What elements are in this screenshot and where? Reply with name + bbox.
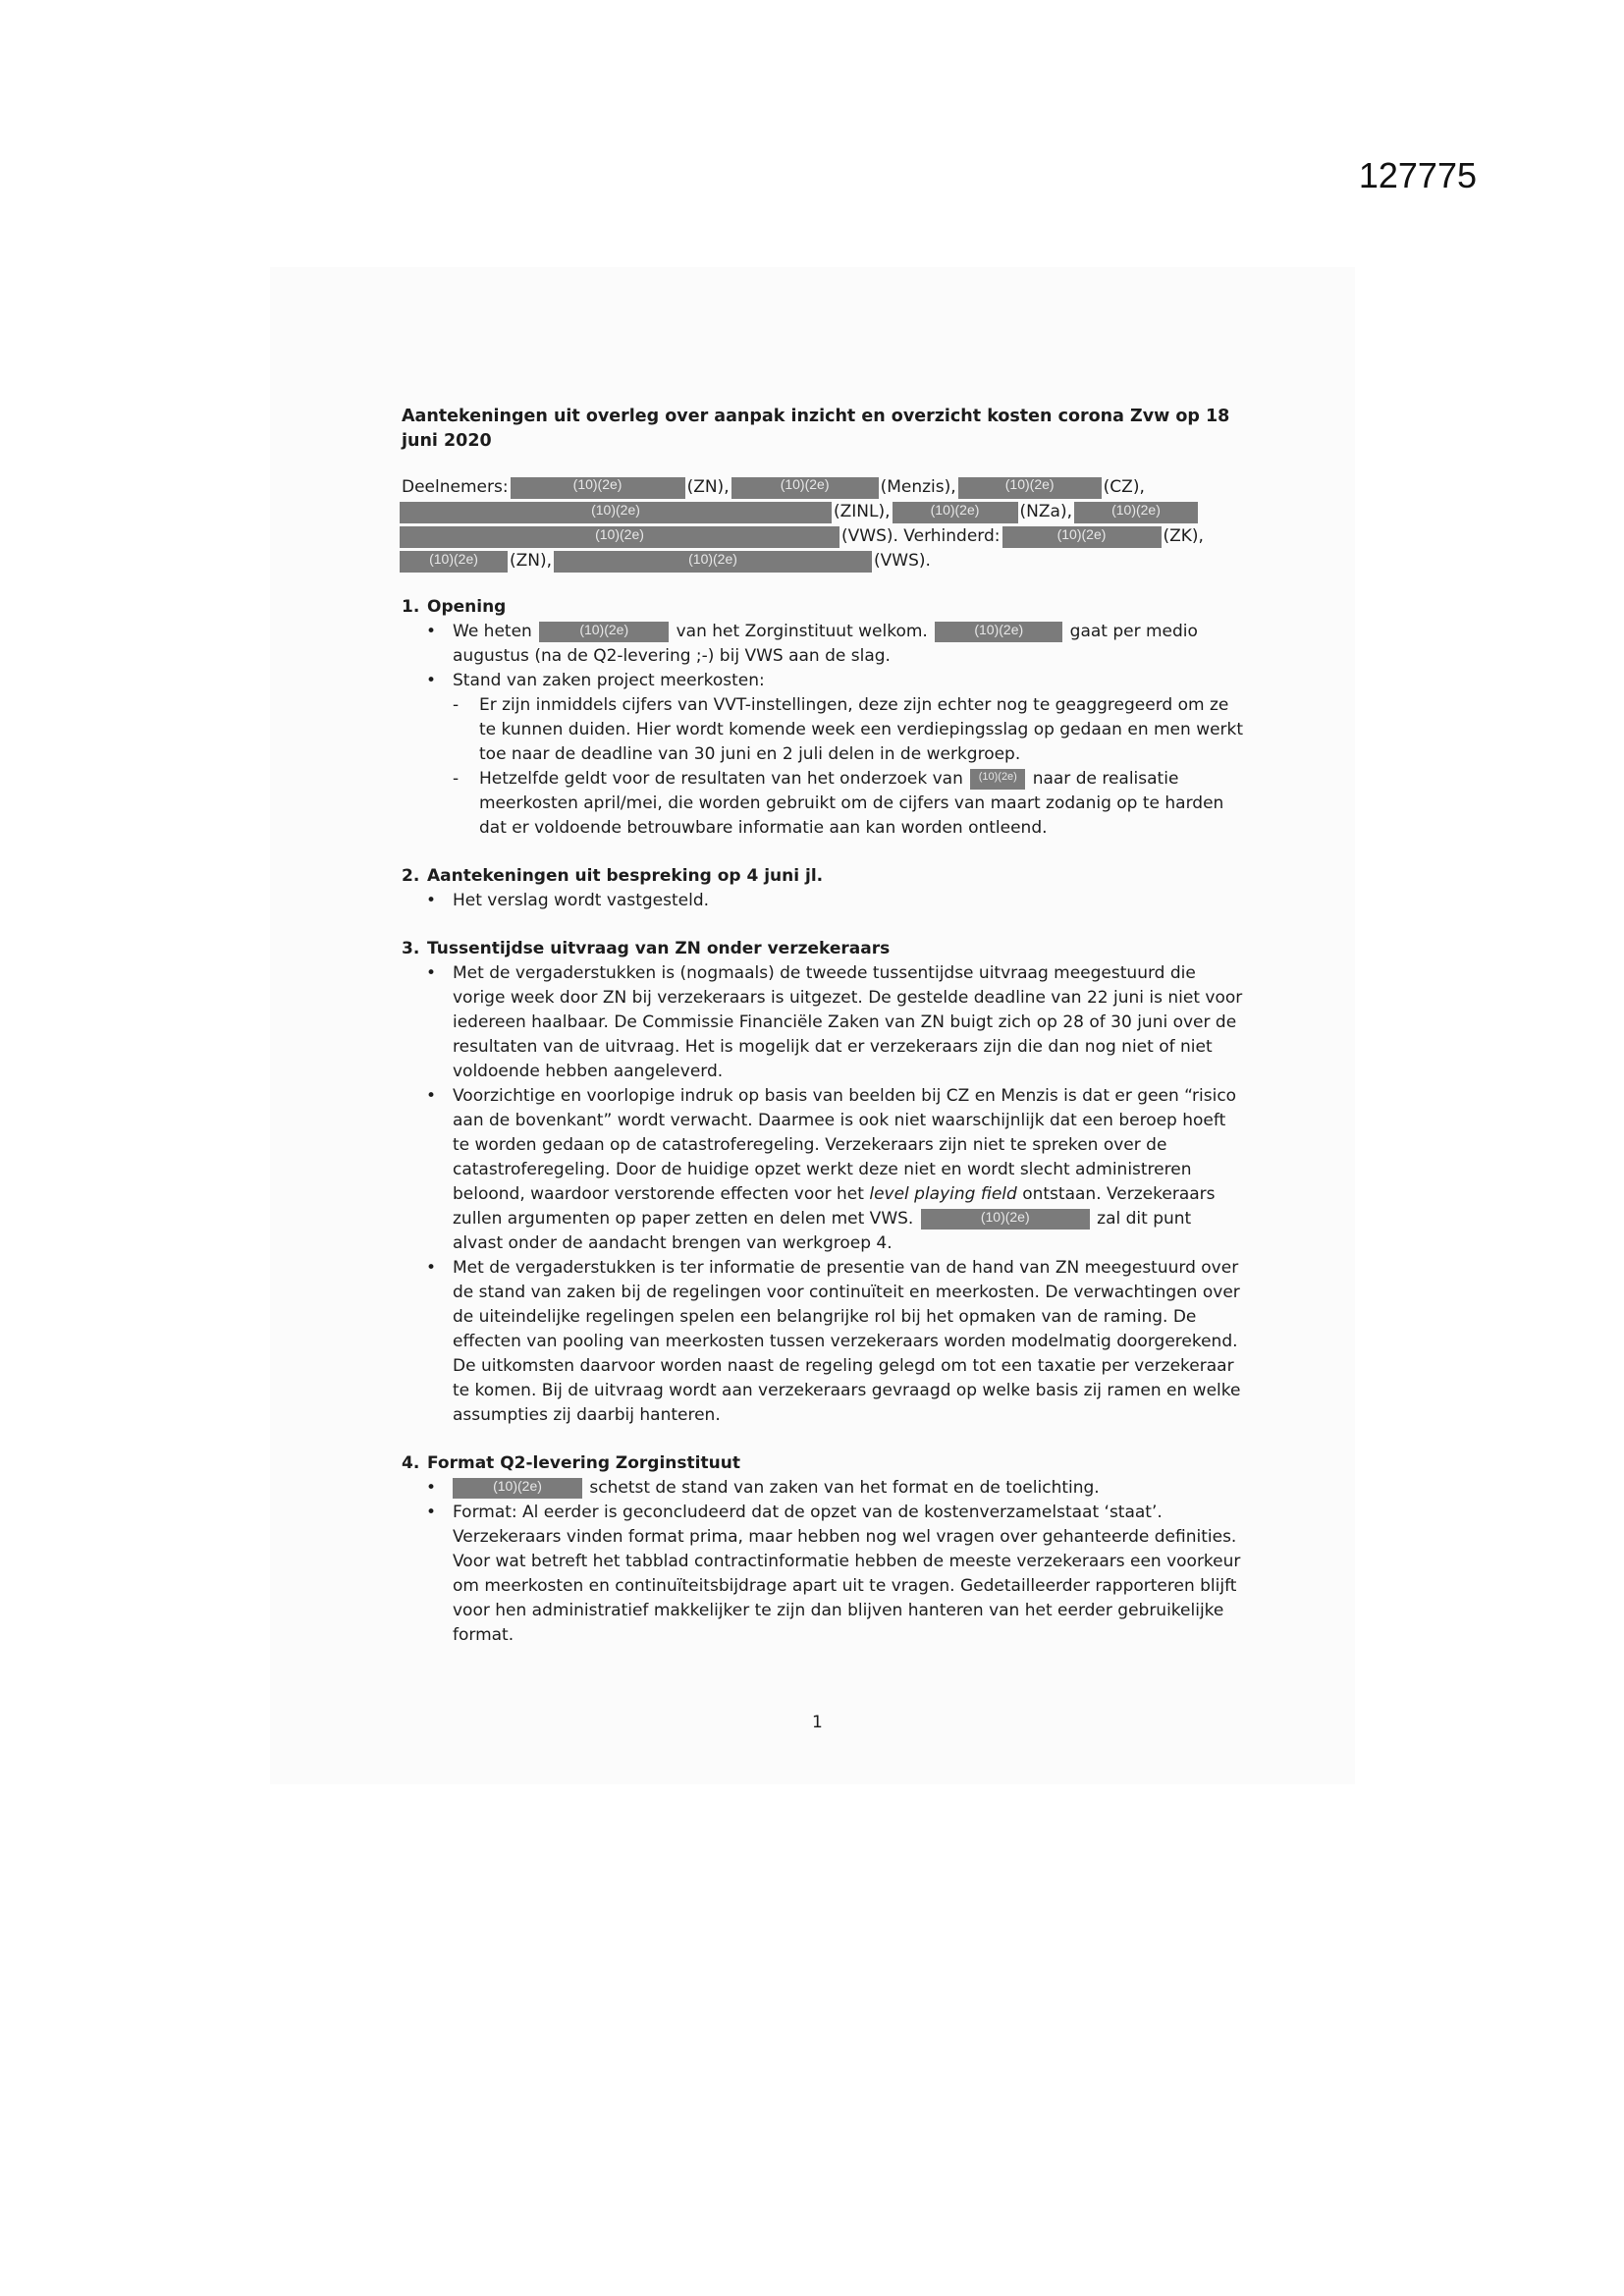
redaction: (10)(2e) <box>958 477 1102 499</box>
redaction: (10)(2e) <box>731 477 879 499</box>
bullet-icon: • <box>426 622 437 641</box>
section-aantekeningen <box>402 864 1246 913</box>
text: We heten <box>453 622 532 641</box>
text: Stand van zaken project meerkosten: <box>453 671 765 690</box>
redaction: (10)(2e) <box>400 502 832 523</box>
org-zk: (ZK), <box>1163 526 1204 546</box>
section-title: Format Q2-levering Zorginstituut <box>427 1453 740 1473</box>
participants-line-2 <box>400 500 1246 524</box>
bullet-icon: • <box>426 1258 437 1278</box>
redaction: (10)(2e) <box>400 526 839 548</box>
text: Format: Al eerder is geconcludeerd dat de opzet van de kostenverzamelstaat ‘staat’. Verzekeraars vinden format prima, maar hebben nog wel vragen over gehanteerde definities. Voor wat betreft het tabblad contractinformatie hebben de meeste verzekeraars een voorkeur om meerkosten en continuïteitsbijdrage apart uit te vragen. Gedetailleerder rapporteren blijft voor hen administratief makkelijker te zijn dan blijven hanteren van het eerder gebruikelijke format. <box>453 1503 1241 1645</box>
org-nza: (NZa), <box>1019 502 1072 521</box>
redaction: (10)(2e) <box>1074 502 1198 523</box>
section-heading <box>402 937 1246 961</box>
bullet-item <box>426 669 1246 841</box>
org-cz: (CZ), <box>1103 477 1145 497</box>
redaction: (10)(2e) <box>539 622 669 642</box>
section-title: Aantekeningen uit bespreking op 4 juni jl. <box>427 866 824 886</box>
dash-icon: - <box>453 695 460 715</box>
text: Het verslag wordt vastgesteld. <box>453 891 710 910</box>
redaction: (10)(2e) <box>554 551 872 573</box>
section-tussentijdse-uitvraag <box>402 937 1246 1428</box>
org-zinl: (ZINL), <box>834 502 891 521</box>
text: ontstaan. Verzekeraars zullen argumenten op paper zetten en delen met VWS. <box>453 1184 1216 1229</box>
participants-block <box>402 475 1246 574</box>
bullet-list <box>402 1476 1246 1648</box>
redaction: (10)(2e) <box>970 769 1025 790</box>
dash-list <box>453 693 1246 841</box>
section-format-q2 <box>402 1451 1246 1648</box>
bullet-item <box>426 1476 1246 1501</box>
text: zal dit punt alvast onder de aandacht brengen van werkgroep 4. <box>453 1209 1192 1253</box>
section-heading <box>402 864 1246 889</box>
text: Met de vergaderstukken is (nogmaals) de tweede tussentijdse uitvraag meegestuurd die vorige week door ZN bij verzekeraars is uitgezet. De gestelde deadline van 22 juni is niet voor iedereen haalbaar. De Commissie Financiële Zaken van ZN buigt zich op 28 of 30 juni over de resultaten van de uitvraag. Het is mogelijk dat er verzekeraars zijn die dan nog niet of niet voldoende hebben aangeleverd. <box>453 963 1243 1081</box>
bullet-icon: • <box>426 963 437 983</box>
redaction: (10)(2e) <box>453 1478 582 1499</box>
org-menzis: (Menzis), <box>880 477 956 497</box>
org-vws-end: (VWS). <box>874 551 931 571</box>
section-heading <box>402 595 1246 620</box>
text: van het Zorginstituut welkom. <box>676 622 928 641</box>
bullet-list <box>402 889 1246 913</box>
bullet-list <box>402 620 1246 841</box>
bullet-item <box>426 620 1246 669</box>
section-title: Tussentijdse uitvraag van ZN onder verzekeraars <box>427 939 891 958</box>
section-number: 4. <box>402 1453 420 1473</box>
dash-item <box>453 767 1246 841</box>
redaction: (10)(2e) <box>893 502 1018 523</box>
org-zn: (ZN), <box>686 477 730 497</box>
section-number: 1. <box>402 597 420 617</box>
bullet-icon: • <box>426 891 437 910</box>
page-number: 1 <box>812 1713 823 1732</box>
text: Er zijn inmiddels cijfers van VVT-instellingen, deze zijn echter nog te geaggregeerd om ze te kunnen duiden. Hier wordt komende week een verdiepingsslag op gedaan en men werkt toe naar de deadline van 30 juni en 2 juli delen in de werkgroep. <box>479 695 1244 764</box>
section-heading <box>402 1451 1246 1476</box>
org-zn-2: (ZN), <box>510 551 553 571</box>
document-number: 127775 <box>1358 155 1477 195</box>
text: gaat per medio augustus (na de Q2-levering ;-) bij VWS aan de slag. <box>453 622 1198 666</box>
italic-text: level playing field <box>869 1184 1017 1204</box>
section-title: Opening <box>427 597 507 617</box>
text: schetst de stand van zaken van het format en de toelichting. <box>589 1478 1100 1498</box>
section-number: 3. <box>402 939 420 958</box>
bullet-item <box>426 1084 1246 1256</box>
text: Hetzelfde geldt voor de resultaten van het onderzoek van <box>479 769 963 789</box>
bullet-icon: • <box>426 671 437 690</box>
participants-line-4 <box>400 549 1246 574</box>
bullet-item <box>426 889 1246 913</box>
section-opening <box>402 595 1246 841</box>
redaction: (10)(2e) <box>511 477 685 499</box>
org-vws-verhinderd: (VWS). Verhinderd: <box>841 526 1001 546</box>
text: naar de realisatie meerkosten april/mei, die worden gebruikt om de cijfers van maart zodanig op te harden dat er voldoende betrouwbare informatie aan kan worden ontleend. <box>479 769 1224 838</box>
bullet-item <box>426 961 1246 1084</box>
bullet-list <box>402 961 1246 1428</box>
section-number: 2. <box>402 866 420 886</box>
bullet-icon: • <box>426 1478 437 1498</box>
document-title: Aantekeningen uit overleg over aanpak inzicht en overzicht kosten corona Zvw op 18 juni 2020 <box>402 407 1230 451</box>
participants-label: Deelnemers: <box>402 477 509 497</box>
bullet-icon: • <box>426 1503 437 1522</box>
dash-item <box>453 693 1246 767</box>
redaction: (10)(2e) <box>935 622 1062 642</box>
text: Voorzichtige en voorlopige indruk op basis van beelden bij CZ en Menzis is dat er geen “risico aan de bovenkant” wordt verwacht. Daarmee is ook niet waarschijnlijk dat een beroep hoeft te worden gedaan op de catastroferegeling. Verzekeraars zijn niet te spreken over de catastroferegeling. Door de huidige opzet werkt deze niet en wordt slecht administreren beloond, waardoor verstorende effecten voor het <box>453 1086 1237 1204</box>
bullet-item <box>426 1501 1246 1648</box>
bullet-item <box>426 1256 1246 1428</box>
bullet-icon: • <box>426 1086 437 1106</box>
redaction: (10)(2e) <box>1002 526 1162 548</box>
text: Met de vergaderstukken is ter informatie de presentie van de hand van ZN meegestuurd over de stand van zaken bij de regelingen voor continuïteit en meerkosten. De verwachtingen over de uiteindelijke regelingen spelen een belangrijke rol bij het opmaken van de raming. De effecten van pooling van meerkosten tussen verzekeraars worden modelmatig doorgerekend. De uitkomsten daarvoor worden naast de regeling gelegd om tot een taxatie per verzekeraar te komen. Bij de uitvraag wordt aan verzekeraars gevraagd op welke basis zij ramen en welke assumpties zij daarbij hanteren. <box>453 1258 1241 1425</box>
participants-line-3 <box>400 524 1246 549</box>
dash-icon: - <box>453 769 460 789</box>
redaction: (10)(2e) <box>921 1209 1090 1230</box>
document-body <box>402 405 1246 1671</box>
redaction: (10)(2e) <box>400 551 508 573</box>
participants-line-1 <box>402 475 1246 500</box>
